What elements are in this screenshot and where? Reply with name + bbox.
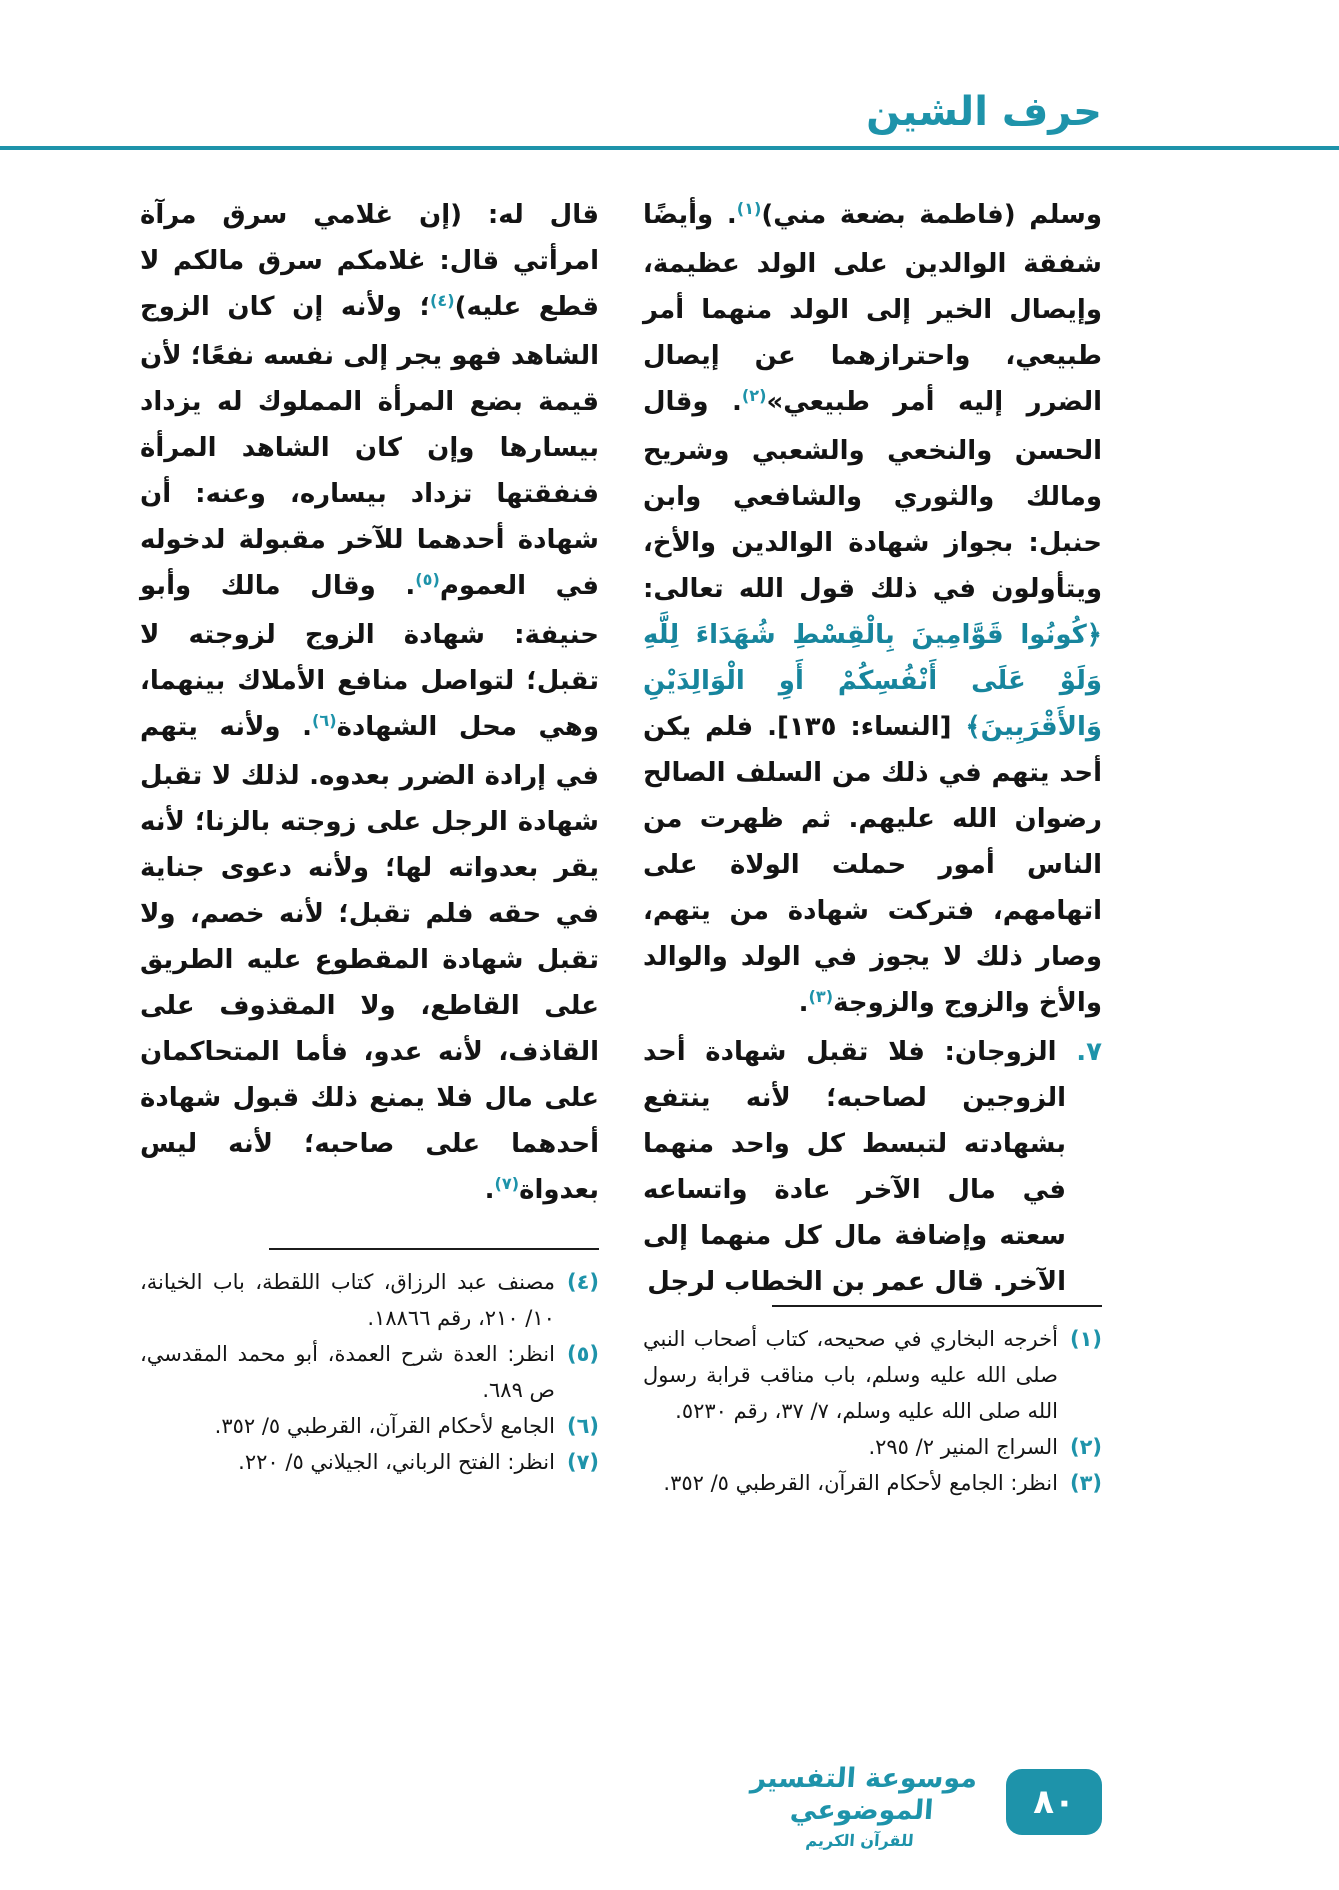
footnote-5 [140, 1336, 599, 1408]
page-footer [0, 1720, 1339, 1890]
footnote-3 [643, 1465, 1102, 1501]
footnote-text: الجامع لأحكام القرآن، القرطبي ٥/ ٣٥٢. [214, 1414, 555, 1438]
chapter-title: حرف الشين [866, 89, 1102, 135]
footnote-1 [643, 1321, 1102, 1429]
footnote-divider-rule [772, 1305, 1102, 1307]
footnotes-right-column [643, 1305, 1102, 1501]
paragraph-continued [643, 192, 1102, 1029]
text-run: . [798, 988, 809, 1018]
footnote-number: (٧) [566, 1450, 599, 1474]
text-run: . وأيضًا شفقة الوالدين على الولد عظيمة، وإيصال الخير إلى الولد منهما أمر طبيعي، واحترازهما عن إيصال الضرر إليه أمر طبيعي» [643, 200, 1103, 417]
item-number: ٧. [1076, 1037, 1102, 1067]
text-run: قال له: (إن غلامي سرق مرآة امرأتي قال: غلامكم سرق مالكم لا قطع عليه) [140, 200, 599, 322]
footnote-text: أخرجه البخاري في صحيحه، كتاب أصحاب النبي صلى الله عليه وسلم، باب مناقب قرابة رسول الله صلى الله عليه وسلم، ٧/ ٣٧، رقم ٥٢٣٠. [643, 1327, 1058, 1423]
footnote-text: السراج المنير ٢/ ٢٩٥. [868, 1435, 1058, 1459]
quran-reference: [النساء: ١٣٥]. [753, 712, 966, 742]
page-header [0, 0, 1339, 134]
left-column-body [140, 192, 599, 1216]
text-run: الزوجان: فلا تقبل شهادة أحد الزوجين لصاحبه؛ لأنه ينتفع بشهادته لتبسط كل واحد منهما في مال الآخر عادة واتساعه سعته وإضافة مال كل منهما إلى الآخر. قال عمر بن الخطاب لرجل [643, 1037, 1077, 1297]
footnote-text: مصنف عبد الرزاق، كتاب اللقطة، باب الخيانة، ١٠/ ٢١٠، رقم ١٨٨٦٦. [140, 1270, 555, 1330]
text-run: وسلم (فاطمة بضعة مني) [761, 200, 1102, 230]
logo-title: موسوعة التفسير الموضوعي [749, 1763, 979, 1827]
footnote-4 [140, 1264, 599, 1336]
footnotes-left-column [140, 1248, 599, 1480]
numbered-item-7 [643, 1029, 1102, 1305]
footnote-text: انظر: الجامع لأحكام القرآن، القرطبي ٥/ ٣٥٢. [663, 1471, 1058, 1495]
paragraph [140, 192, 599, 1216]
footnote-ref-7: (٧) [494, 1174, 520, 1194]
footnote-number: (٥) [566, 1342, 599, 1366]
text-run: . ولأنه يتهم في إرادة الضرر بعدوه. لذلك لا تقبل شهادة الرجل على زوجته بالزنا؛ لأنه يقر بعدواته لها؛ ولأنه دعوى جناية في حقه فلم تقبل؛ لأنه خصم، ولا تقبل شهادة المقطوع عليه الطريق على القاطع، ولا المقذوف على القاذف، لأنه عدو، فأما المتحاكمان على مال فلا يمنع ذلك قبول شهادة أحدهما على صاحبه؛ لأنه ليس بعدواة [140, 712, 599, 1205]
footnote-ref-6: (٦) [311, 711, 337, 731]
logo-subtitle: للقرآن الكريم [804, 1831, 915, 1850]
footnote-ref-2: (٢) [741, 386, 767, 406]
text-run: . [484, 1175, 495, 1205]
footnote-number: (٣) [1069, 1471, 1102, 1495]
footnote-ref-5: (٥) [415, 570, 440, 590]
footnote-2 [643, 1429, 1102, 1465]
footnote-text: انظر: الفتح الرباني، الجيلاني ٥/ ٢٢٠. [238, 1450, 555, 1474]
left-column [140, 192, 599, 1480]
text-run: فلم يكن أحد يتهم في ذلك من السلف الصالح رضوان الله عليهم. ثم ظهرت من الناس أمور حملت الولاة على اتهامهم، فتركت شهادة من يتهم، وصار ذلك لا يجوز في الولد والوالد والأخ والزوج والزوجة [643, 712, 1102, 1018]
footnote-divider-rule [269, 1248, 599, 1250]
text-run: . وقال الحسن والنخعي والشعبي وشريح ومالك والثوري والشافعي وابن حنبل: بجواز شهادة الوالدين والأخ، ويتأولون في ذلك قول الله تعالى: [643, 387, 1102, 604]
right-column [643, 192, 1103, 1495]
footnote-text: انظر: العدة شرح العمدة، أبو محمد المقدسي، ص ٦٨٩. [140, 1342, 555, 1402]
quran-verse: ﴿كُونُوا قَوَّامِينَ بِالْقِسْطِ شُهَدَاءَ لِلَّهِ وَلَوْ عَلَى أَنْفُسِكُمْ أَوِ الْوَالِدَيْنِ وَالأَقْرَبِينَ﴾ [643, 620, 1103, 742]
two-column-text-block [0, 150, 1339, 1495]
footnote-number: (١) [1069, 1327, 1102, 1351]
footnote-ref-1: (١) [736, 199, 762, 219]
text-run: . وقال مالك وأبو حنيفة: شهادة الزوج لزوجته لا تقبل؛ لتواصل منافع الأملاك بينهما، وهي محل الشهادة [140, 571, 599, 742]
footnote-ref-3: (٣) [808, 987, 834, 1007]
footnote-7 [140, 1444, 599, 1480]
footnote-ref-4: (٤) [429, 291, 455, 311]
text-run: ؛ ولأنه إن كان الزوج الشاهد فهو يجر إلى نفسه نفعًا؛ لأن قيمة بضع المرأة المملوك له يزداد بيسارها وإن كان الشاهد المرأة فنفقتها تزداد بيساره، وعنه: أن شهادة أحدهما للآخر مقبولة لدخوله في العموم [140, 292, 599, 601]
footnote-number: (٢) [1069, 1435, 1102, 1459]
footnote-number: (٤) [566, 1270, 599, 1294]
footnote-6 [140, 1408, 599, 1444]
publisher-calligraphy-logo [734, 1763, 990, 1850]
right-column-body [643, 192, 1102, 1305]
footnote-number: (٦) [566, 1414, 599, 1438]
page-number-badge: ٨٠ [1006, 1769, 1102, 1835]
